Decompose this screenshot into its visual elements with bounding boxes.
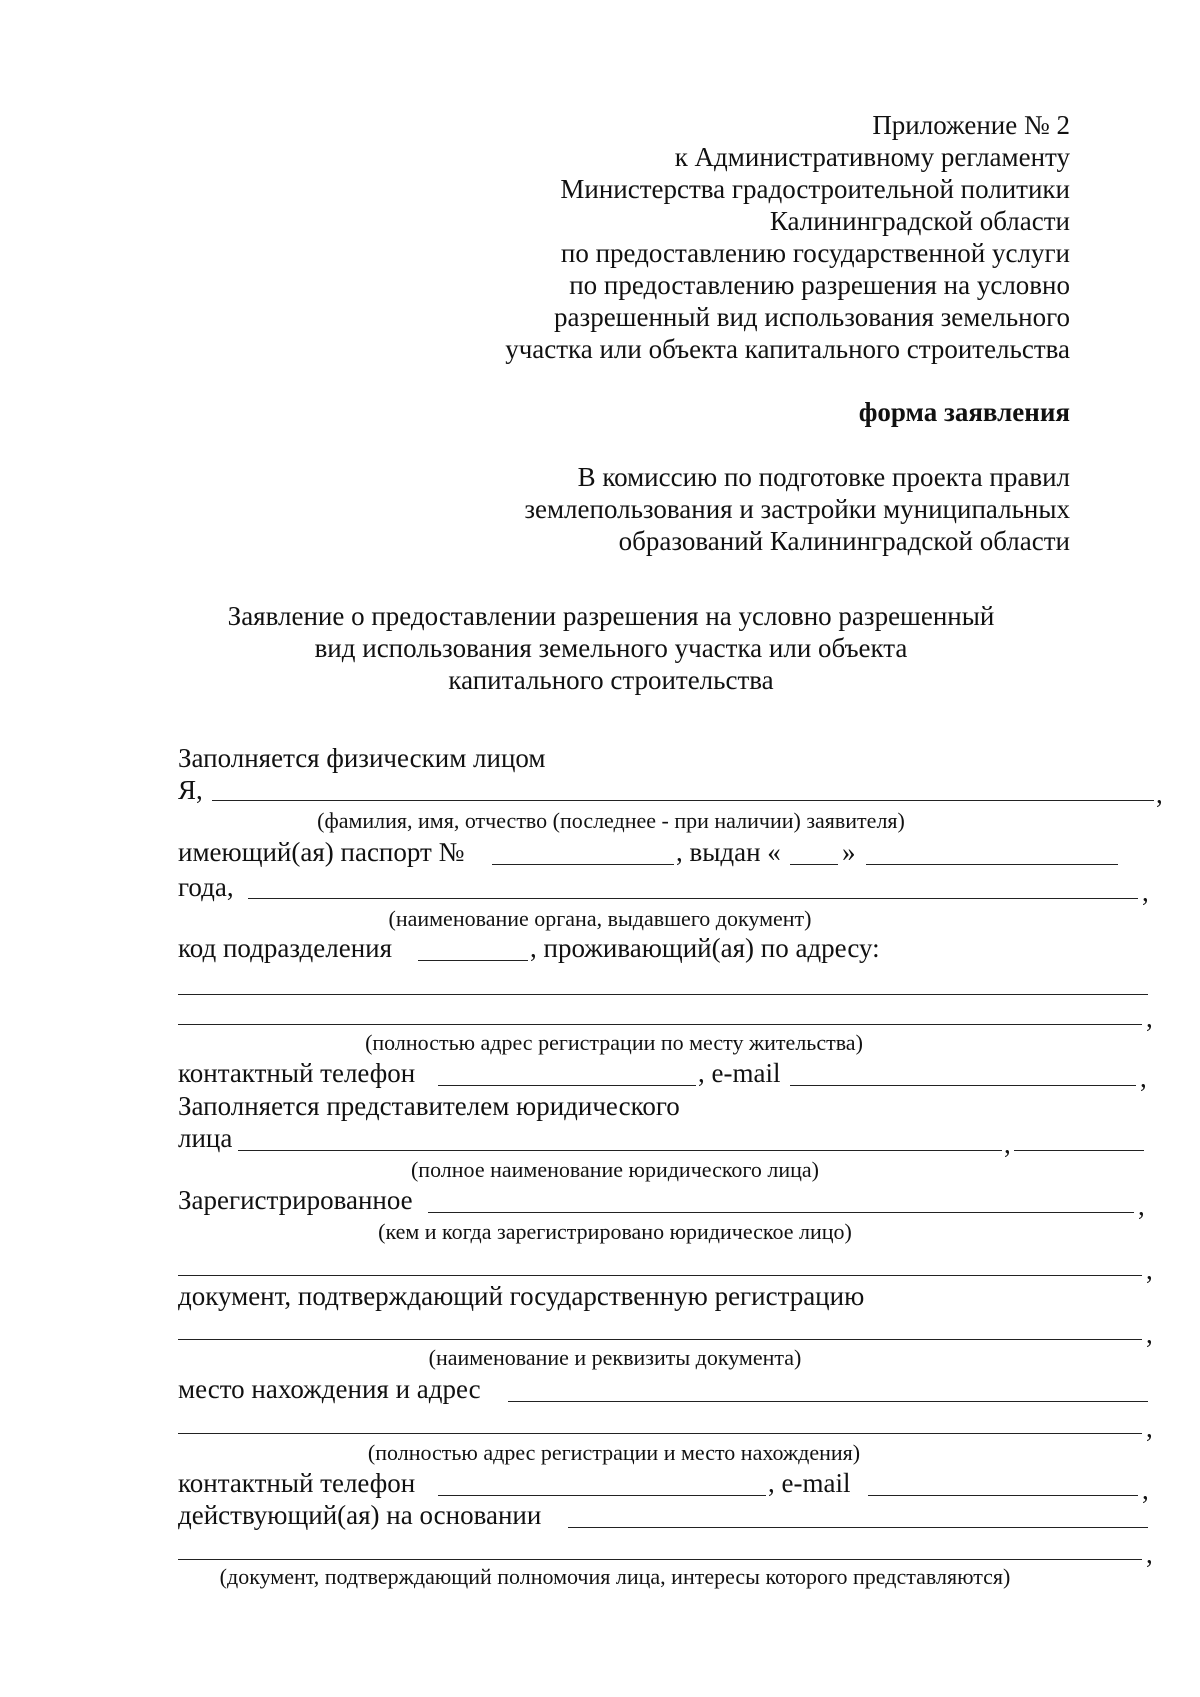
- issued-close-quote: »: [842, 837, 856, 867]
- registered-field[interactable]: [428, 1212, 1134, 1213]
- legal-email-label: , e-mail: [768, 1468, 851, 1498]
- entity-label: лица: [178, 1123, 233, 1153]
- comma: ,: [1146, 1003, 1153, 1033]
- email-field[interactable]: [790, 1085, 1136, 1086]
- header-line: Министерства градостроительной политики: [560, 174, 1070, 204]
- entity-extra-field[interactable]: [1014, 1150, 1144, 1151]
- document-title-line: капитального строительства: [448, 665, 774, 695]
- comma: ,: [1146, 1539, 1153, 1569]
- header-line: участка или объекта капитального строительства: [505, 334, 1070, 364]
- header-line: по предоставлению государственной услуги: [560, 238, 1070, 268]
- issued-month-field[interactable]: [866, 864, 1118, 865]
- comma: ,: [1004, 1129, 1011, 1159]
- addressee-line: В комиссию по подготовке проекта правил: [577, 462, 1070, 492]
- reg-doc-caption: (наименование и реквизиты документа): [428, 1345, 802, 1370]
- header-line: Калининградской области: [769, 206, 1070, 236]
- location-label: место нахождения и адрес: [178, 1374, 481, 1404]
- passport-number-field[interactable]: [492, 864, 674, 865]
- issuer-caption: (наименование органа, выдавшего документ): [388, 906, 812, 931]
- year-label: года,: [178, 872, 234, 902]
- header-line: разрешенный вид использования земельного: [554, 302, 1070, 332]
- comma: ,: [1138, 1191, 1145, 1221]
- header-line: к Административному регламенту: [674, 142, 1070, 172]
- fio-field[interactable]: [212, 800, 1154, 801]
- basis-label: действующий(ая) на основании: [178, 1500, 542, 1530]
- appendix-number: Приложение № 2: [872, 110, 1070, 140]
- comma: ,: [1142, 1475, 1149, 1505]
- residing-label: , проживающий(ая) по адресу:: [530, 933, 880, 963]
- division-code-label: код подразделения: [178, 933, 393, 963]
- comma: ,: [1146, 1255, 1153, 1285]
- legal-email-field[interactable]: [868, 1495, 1138, 1496]
- comma: ,: [1146, 1319, 1153, 1349]
- phone-field[interactable]: [438, 1085, 696, 1086]
- legal-heading: Заполняется представителем юридического: [178, 1091, 680, 1121]
- location-field-line-2[interactable]: [178, 1433, 1142, 1434]
- issued-label: , выдан «: [676, 837, 781, 867]
- division-code-field[interactable]: [418, 960, 528, 961]
- location-caption: (полностью адрес регистрации и место нахождения): [367, 1440, 861, 1465]
- passport-label: имеющий(ая) паспорт №: [178, 837, 465, 867]
- issuer-field[interactable]: [248, 898, 1138, 899]
- addressee-line: образований Калининградской области: [618, 526, 1070, 556]
- comma: ,: [1146, 1413, 1153, 1443]
- comma: ,: [1156, 779, 1163, 809]
- legal-phone-label: контактный телефон: [178, 1468, 416, 1498]
- individual-heading: Заполняется физическим лицом: [178, 743, 546, 773]
- address-caption: (полностью адрес регистрации по месту жительства): [365, 1030, 863, 1055]
- location-field[interactable]: [508, 1401, 1148, 1402]
- comma: ,: [1142, 877, 1149, 907]
- registered-field-line-2[interactable]: [178, 1275, 1142, 1276]
- email-label: , e-mail: [698, 1058, 781, 1088]
- document-title-line: вид использования земельного участка или объекта: [314, 633, 908, 663]
- fio-caption: (фамилия, имя, отчество (последнее - при наличии) заявителя): [317, 808, 905, 833]
- legal-phone-field[interactable]: [438, 1495, 766, 1496]
- basis-caption: (документ, подтверждающий полномочия лица, интересы которого представляются): [219, 1564, 1011, 1589]
- reg-doc-field[interactable]: [178, 1339, 1142, 1340]
- entity-caption: (полное наименование юридического лица): [410, 1157, 820, 1182]
- basis-field-line-2[interactable]: [178, 1559, 1142, 1560]
- issued-day-field[interactable]: [790, 864, 838, 865]
- reg-doc-label: документ, подтверждающий государственную регистрацию: [178, 1281, 865, 1311]
- document-title-line: Заявление о предоставлении разрешения на условно разрешенный: [227, 601, 995, 631]
- header-line: по предоставлению разрешения на условно: [569, 270, 1070, 300]
- addressee-line: землепользования и застройки муниципальных: [524, 494, 1070, 524]
- phone-label: контактный телефон: [178, 1058, 416, 1088]
- comma: ,: [1140, 1063, 1147, 1093]
- address-field-line-1[interactable]: [178, 994, 1148, 995]
- i-label: Я,: [178, 775, 203, 805]
- address-field-line-2[interactable]: [178, 1024, 1142, 1025]
- entity-name-field[interactable]: [238, 1150, 1002, 1151]
- registered-label: Зарегистрированное: [178, 1185, 413, 1215]
- registered-caption: (кем и когда зарегистрировано юридическое лицо): [378, 1219, 852, 1244]
- basis-field[interactable]: [568, 1527, 1148, 1528]
- form-label: форма заявления: [858, 397, 1070, 427]
